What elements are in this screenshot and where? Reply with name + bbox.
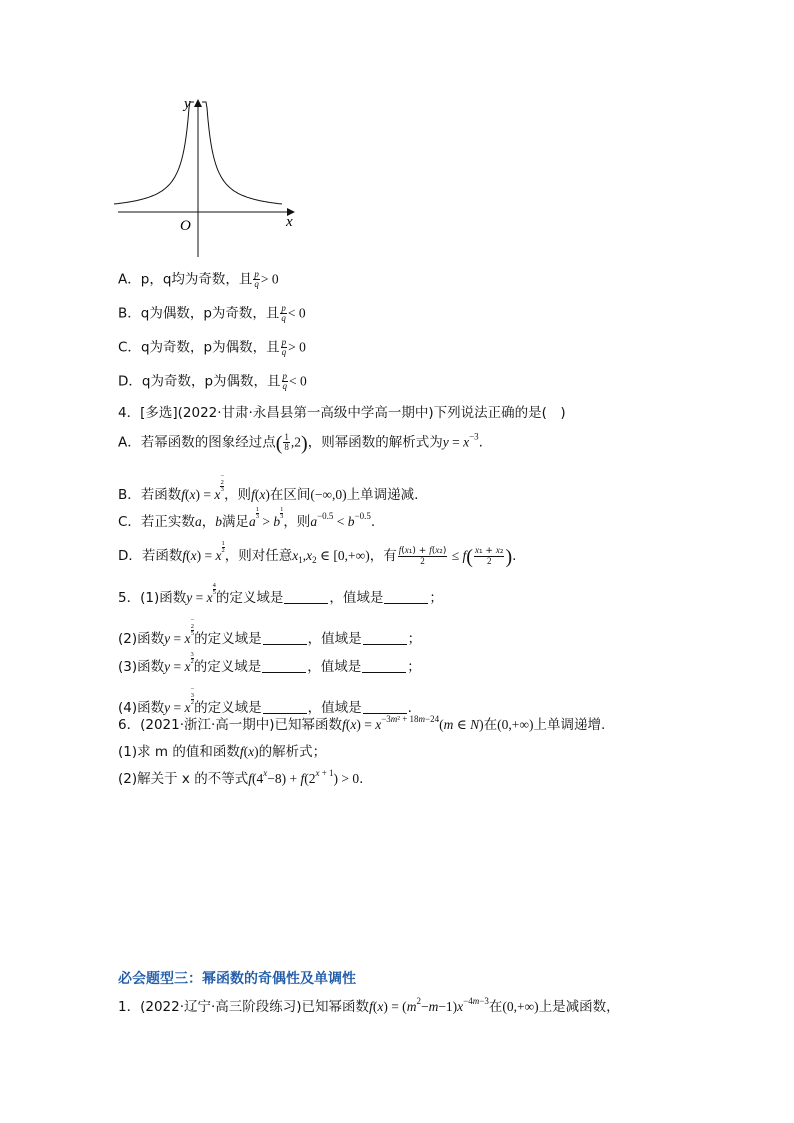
text: . xyxy=(512,548,517,564)
power-function-graph xyxy=(112,92,302,264)
text: 5．(1)函数 xyxy=(118,590,187,606)
text: . xyxy=(407,700,412,716)
q4-option-b: B．若函数f(x) = x− 2 3 ，则f(x)在区间(−∞,0)上单调递减. xyxy=(118,473,419,503)
option-letter: D． xyxy=(118,373,142,390)
text: C．若正实数 xyxy=(118,514,195,530)
text: 6．(2021·浙江·高一期中)已知幂函数 xyxy=(118,717,343,733)
option-text: p，q均为奇数，且 xyxy=(140,271,253,288)
answer-blank[interactable] xyxy=(263,701,307,714)
text: ， xyxy=(201,514,216,530)
s3-q1-stem: 1．(2022·辽宁·高三阶段练习)已知幂函数$f(x) = (m^2-m-1)x^{-4m-3}$在(0,+∞)上是减函数， xyxy=(118,996,620,1015)
p-over-q-fraction: $\frac{p}{q}$ xyxy=(281,303,286,323)
text: 在 xyxy=(488,999,503,1015)
text: ，值域是 xyxy=(307,659,362,675)
text: . xyxy=(359,771,364,787)
option-condition: > 0 xyxy=(260,271,279,287)
text: 1．(2022·辽宁·高三阶段练习)已知幂函数 xyxy=(118,999,370,1015)
text: 上单调递增. xyxy=(533,717,606,733)
text: ，则 xyxy=(283,514,311,530)
option-letter: A． xyxy=(118,271,141,288)
average-fraction: $\frac{\text{f(x₁) + f(x₂)}}{2}$ xyxy=(398,545,447,566)
option-condition: > 0 xyxy=(288,339,306,355)
text: ，值域是 xyxy=(329,590,384,606)
p-over-q-fraction: $\frac{p}{q}$ xyxy=(254,269,259,289)
q5-line-2: (2)函数y = x− 2 5 的定义域是 ，值域是 ； xyxy=(118,617,422,647)
q5-line-4: (4)函数y = x− 3 2 的定义域是 ，值域是 . xyxy=(118,686,412,716)
q4-option-c: C．若正实数a，b满足a $\frac{1}{3}$ > b $\frac{1}{3}$ ，则$a^{-0.5} < b^{-0.5}$. xyxy=(118,506,376,530)
text: ，值域是 xyxy=(307,631,362,647)
y-axis-label: y xyxy=(184,96,191,112)
text: ； xyxy=(407,659,421,675)
text: (1)求 m 的值和函数 xyxy=(118,744,240,760)
q4-option-a: A．若幂函数的图象经过点( $\frac{1}{8}$ ,2)，则幂函数的解析式为$y = x^{-3}$. xyxy=(118,431,483,455)
text: 在区间 xyxy=(269,487,311,503)
answer-blank[interactable] xyxy=(362,660,406,673)
text: 满足 xyxy=(221,514,249,530)
q5-line-1: 5．(1)函数y = x $\frac{4}{5}$ 的定义域是 ，值域是 ； xyxy=(118,582,443,606)
q3-option-d xyxy=(118,372,307,391)
p-over-q-fraction: $\frac{p}{q}$ xyxy=(282,371,288,391)
option-letter: B． xyxy=(118,305,141,322)
text: ，则对任意 xyxy=(224,548,293,564)
option-letter: C． xyxy=(118,339,141,356)
text: (3)函数 xyxy=(118,659,165,675)
q3-option-c xyxy=(118,338,306,357)
text: . xyxy=(370,514,376,530)
section-heading: 必会题型三：幂函数的奇偶性及单调性 xyxy=(118,971,356,987)
exponent-fraction: $\frac{1}{2}$ xyxy=(221,540,225,554)
q4-stem: 4．[多选](2022·甘肃·永昌县第一高级中学高一期中)下列说法正确的是( ) xyxy=(118,405,566,421)
text: 上单调递减. xyxy=(346,487,419,503)
q3-option-a xyxy=(118,270,279,289)
text: ； xyxy=(429,590,443,606)
origin-label: O xyxy=(180,218,191,234)
option-text: q为偶数，p为奇数，且 xyxy=(140,305,280,322)
q3-option-b xyxy=(118,304,306,323)
text: 的定义域是 xyxy=(194,700,262,716)
exponent-fraction: − 2 5 xyxy=(190,617,195,637)
answer-blank[interactable] xyxy=(263,632,307,645)
q5-line-3: (3)函数y = x $\frac{3}{2}$ 的定义域是 ，值域是 ； xyxy=(118,651,421,675)
exponent-fraction: − 2 3 xyxy=(220,473,225,493)
text: 的定义域是 xyxy=(193,659,262,675)
exponent-fraction: $\frac{4}{5}$ xyxy=(212,582,216,596)
q6-part-2: (2)解关于 x 的不等式$f(4^x-8) + f(2^{x + 1}) > 0$. xyxy=(118,768,364,787)
answer-blank[interactable] xyxy=(284,591,328,604)
midpoint-fraction: $\frac{\text{x₁ + x₂}}{2}$ xyxy=(474,545,504,566)
text: (2)解关于 x 的不等式 xyxy=(118,771,249,787)
text: 在 xyxy=(483,717,498,733)
x-axis-label: x xyxy=(286,214,293,230)
option-text: q为奇数，p为偶数，且 xyxy=(140,339,280,356)
left-branch-curve xyxy=(114,102,194,204)
exponent-fraction: − 3 2 xyxy=(190,686,195,706)
q6-stem: 6．(2021·浙江·高一期中)已知幂函数$f(x) = x^{-3m^2 + 18m-24}(m$ ∈ N)在(0,+∞)上单调递增. xyxy=(118,714,606,733)
text: D．若函数 xyxy=(118,548,183,564)
text: (2)函数 xyxy=(118,631,165,647)
answer-blank[interactable] xyxy=(384,591,428,604)
text: 上是减函数， xyxy=(538,999,620,1015)
text: . xyxy=(478,434,483,451)
text: 的解析式； xyxy=(258,744,327,760)
text: B．若函数 xyxy=(118,487,182,503)
right-branch-curve xyxy=(202,102,282,204)
option-condition: < 0 xyxy=(289,373,307,389)
p-over-q-fraction: $\frac{p}{q}$ xyxy=(281,337,287,357)
text: ，值域是 xyxy=(307,700,362,716)
text: 的定义域是 xyxy=(194,631,262,647)
q4-option-d: D．若函数f(x) = x $\frac{1}{2}$ ，则对任意$x_1,x_2$ ∈ [0,+∞)，有 $\frac{\text{f(x₁) + f(x₂)}}{2}$ ≤ f( $\frac{\text{x₁ + x₂}}{2}$ ). xyxy=(118,540,517,568)
text: ，则 xyxy=(224,487,252,503)
answer-blank[interactable] xyxy=(363,701,407,714)
exponent-fraction: $\frac{3}{2}$ xyxy=(190,651,194,665)
exponent-fraction: $\frac{1}{3}$ xyxy=(255,506,259,520)
option-condition: < 0 xyxy=(287,305,306,321)
text: A．若幂函数的图象经过点 xyxy=(118,434,276,451)
text: ； xyxy=(407,631,422,647)
text: 的定义域是 xyxy=(215,590,284,606)
text: (4)函数 xyxy=(118,700,165,716)
answer-blank[interactable] xyxy=(363,632,407,645)
exponent-fraction: $\frac{1}{3}$ xyxy=(280,506,284,520)
text: ，则幂函数的解析式为 xyxy=(307,434,443,451)
answer-blank[interactable] xyxy=(262,660,306,673)
option-text: q为奇数，p为偶数，且 xyxy=(141,373,281,390)
text: ，有 xyxy=(369,548,397,564)
fraction: $\frac{1}{8}$ xyxy=(284,432,289,452)
q6-part-1: (1)求 m 的值和函数f(x)的解析式； xyxy=(118,744,327,760)
